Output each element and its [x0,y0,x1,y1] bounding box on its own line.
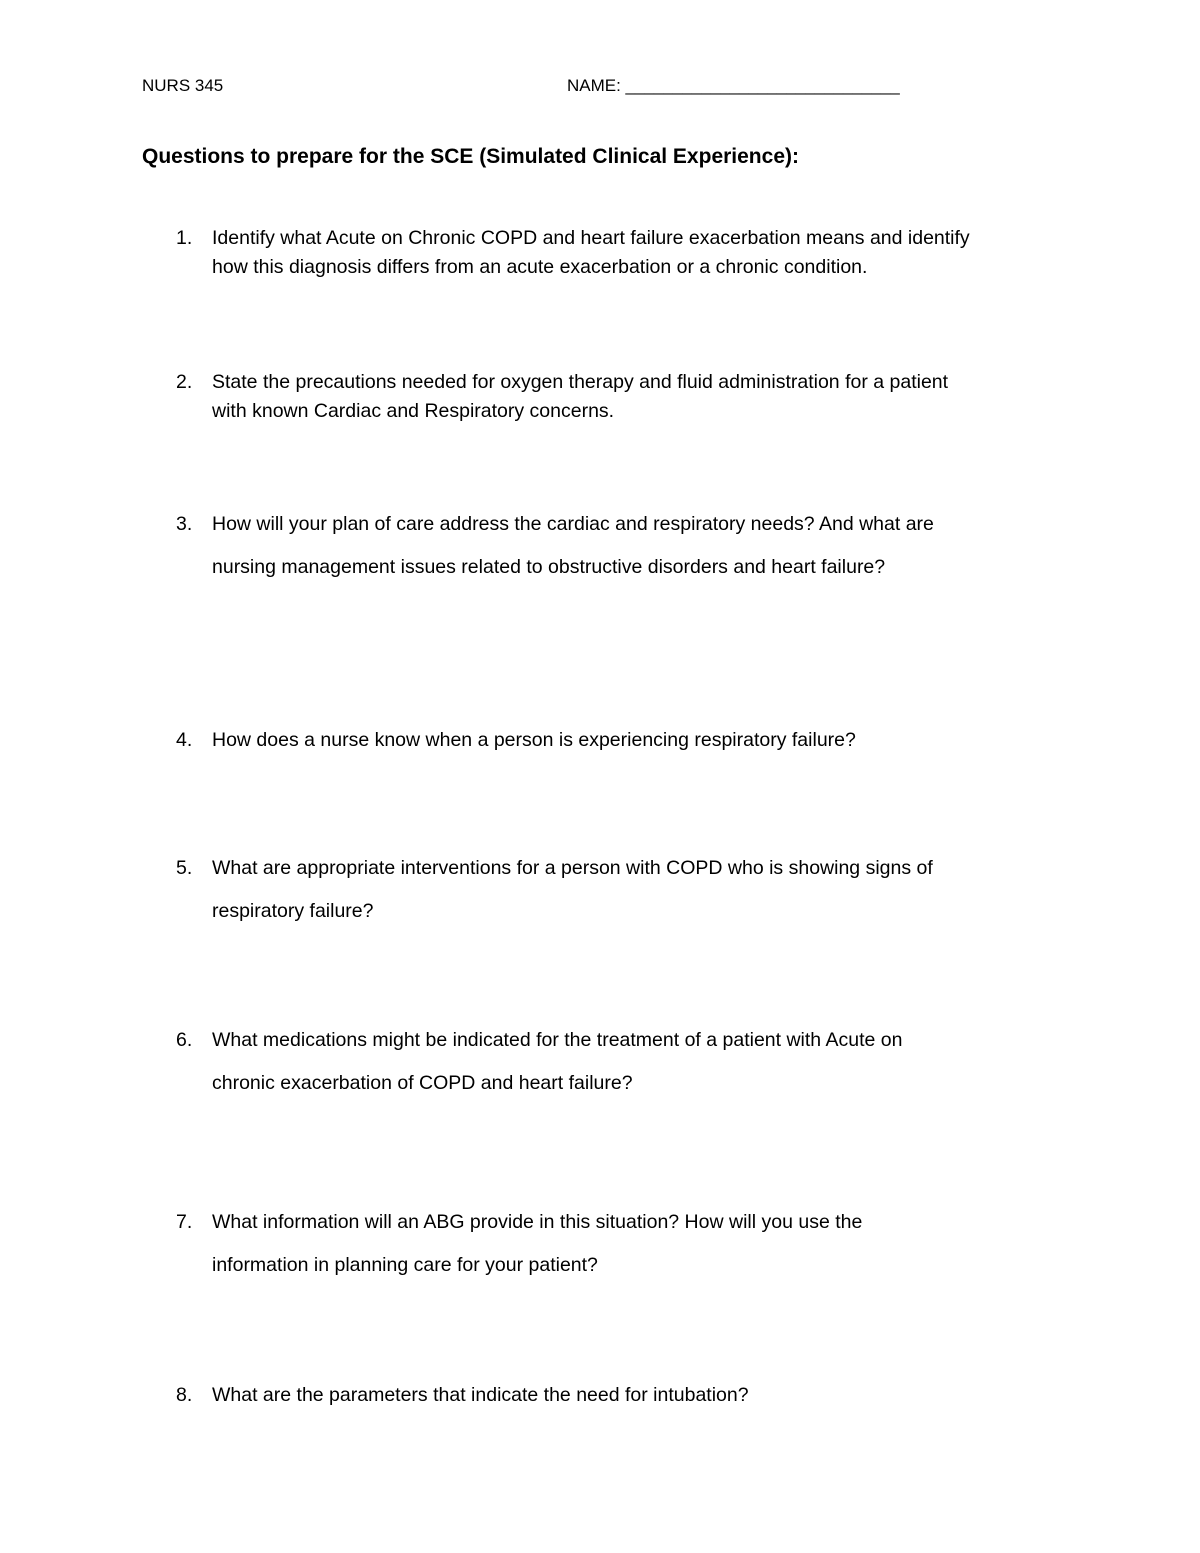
page-title: Questions to prepare for the SCE (Simulated Clinical Experience): [142,145,799,168]
question-text [212,1019,1082,1105]
question-line: how this diagnosis differs from an acute exacerbation or a chronic condition. [212,256,868,278]
question-line: chronic exacerbation of COPD and heart failure? [212,1072,633,1094]
question-number: 8. [176,1384,193,1406]
name-field: NAME: _____________________________ [567,76,900,95]
question-text [212,368,1082,426]
question-line: What are appropriate interventions for a person with COPD who is showing signs of [212,857,933,879]
question-number: 6. [176,1029,193,1051]
question-line: What are the parameters that indicate the need for intubation? [212,1384,749,1406]
question-text [212,1201,1082,1287]
question-text [212,503,1082,589]
question-number: 2. [176,371,193,393]
question-number: 5. [176,857,193,879]
question-line: with known Cardiac and Respiratory concerns. [212,400,615,422]
question-text [212,1374,1082,1417]
question-line: nursing management issues related to obstructive disorders and heart failure? [212,556,886,578]
question-number: 7. [176,1211,193,1233]
question-text [212,224,1082,282]
question-number: 1. [176,227,193,249]
question-number: 3. [176,513,193,535]
question-line: How will your plan of care address the cardiac and respiratory needs? And what are [212,513,934,535]
question-line: information in planning care for your patient? [212,1254,598,1276]
question-line: What medications might be indicated for the treatment of a patient with Acute on [212,1029,903,1051]
question-line: Identify what Acute on Chronic COPD and heart failure exacerbation means and identify [212,227,970,249]
question-text [212,719,1082,762]
question-line: State the precautions needed for oxygen therapy and fluid administration for a patient [212,371,949,393]
course-code: NURS 345 [142,76,224,95]
question-line: respiratory failure? [212,900,374,922]
question-number: 4. [176,729,193,751]
question-text [212,847,1082,933]
question-line: What information will an ABG provide in this situation? How will you use the [212,1211,863,1233]
question-line: How does a nurse know when a person is experiencing respiratory failure? [212,729,856,751]
